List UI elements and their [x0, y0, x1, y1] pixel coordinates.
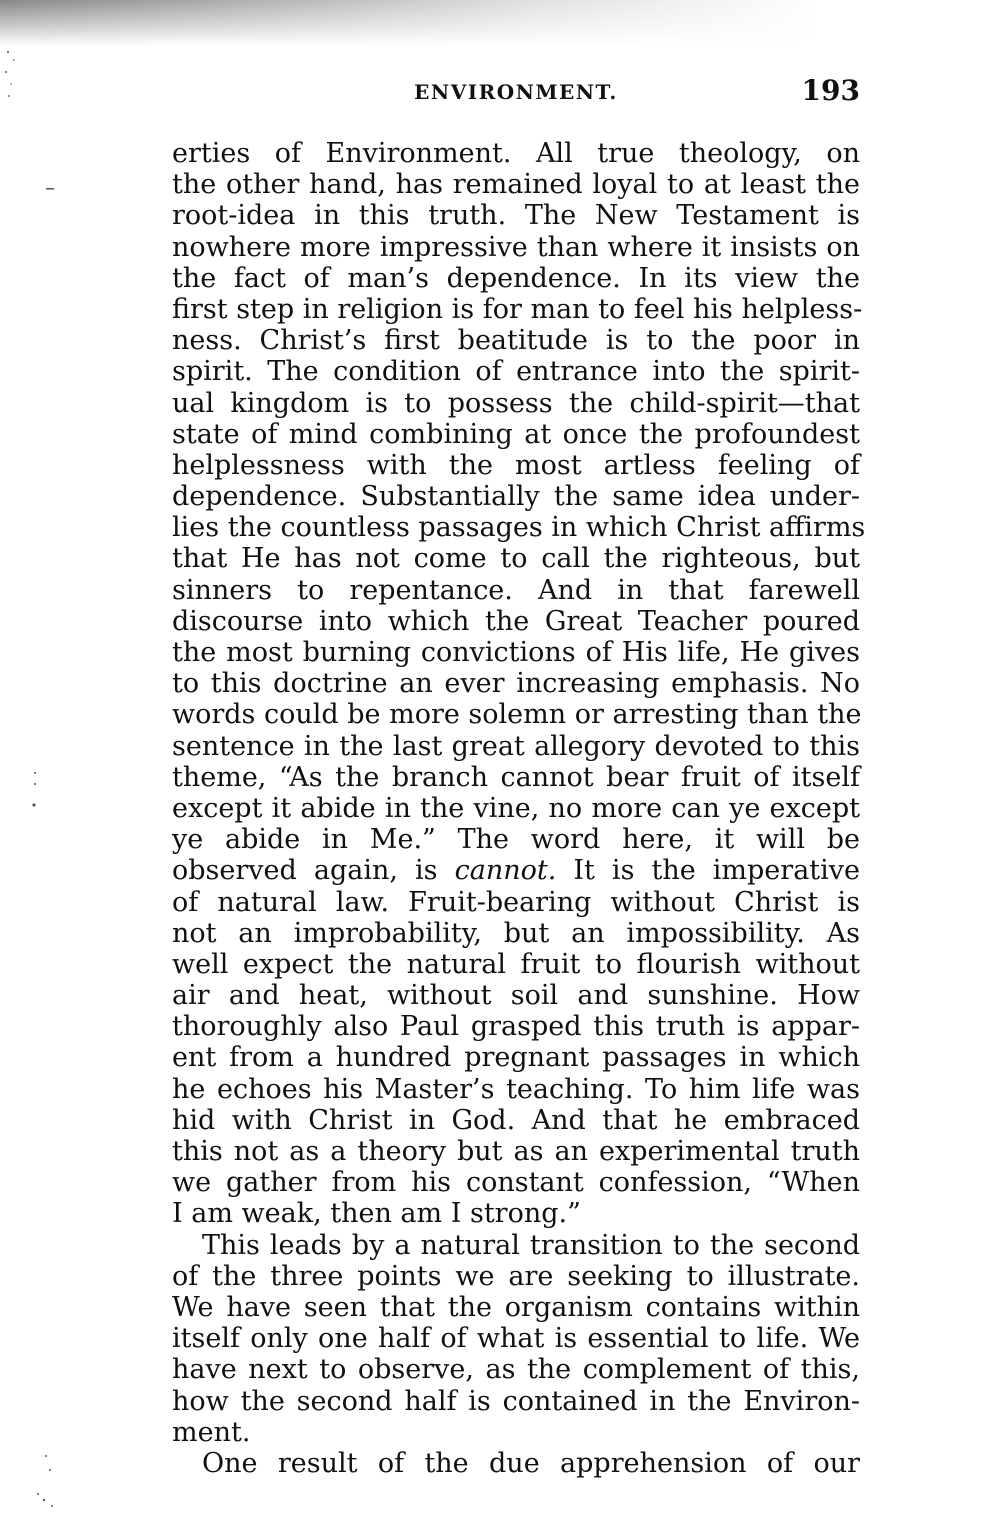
- text-line: sinners to repentance. And in that farewell: [172, 574, 860, 606]
- body-text: [172, 138, 866, 1479]
- text-line-with-italic: [172, 855, 860, 886]
- text-line: of the three points we are seeking to illustrate.: [172, 1260, 860, 1292]
- text-line: state of mind combining at once the profoundest: [172, 418, 860, 450]
- text-line: how the second half is contained in the Environ-: [172, 1385, 860, 1417]
- text-line: helplessness with the most artless feeling of: [172, 449, 860, 481]
- text-line: root-idea in this truth. The New Testament is: [172, 200, 860, 232]
- text-line: theme, “As the branch cannot bear fruit of itself: [172, 761, 860, 793]
- text-line: thoroughly also Paul grasped this truth is appar-: [172, 1011, 860, 1043]
- text-line: he echoes his Master’s teaching. To him life was: [172, 1073, 860, 1105]
- text-line: hid with Christ in God. And that he embraced: [172, 1104, 860, 1136]
- text-line: We have seen that the organism contains within: [172, 1291, 860, 1323]
- text-line: the most burning convictions of His life, He gives: [172, 637, 860, 668]
- text-line: spirit. The condition of entrance into the spirit-: [172, 356, 860, 388]
- text-line: well expect the natural fruit to flourish without: [172, 948, 860, 980]
- paragraph-start-line: One result of the due apprehension of our: [202, 1447, 860, 1479]
- running-head: ENVIRONMENT.: [414, 80, 618, 104]
- text-line: this not as a theory but as an experimental truth: [172, 1136, 860, 1167]
- text-line: air and heat, without soil and sunshine. How: [172, 980, 860, 1012]
- italic-word: cannot.: [454, 855, 557, 887]
- text-line: dependence. Substantially the same idea under-: [172, 481, 860, 513]
- text-line: discourse into which the Great Teacher poured: [172, 605, 860, 637]
- text-line: the other hand, has remained loyal to at least the: [172, 169, 860, 201]
- text-line: nowhere more impressive than where it insists on: [172, 231, 860, 263]
- paragraph-end-line: ment.: [172, 1416, 251, 1448]
- text-line: ness. Christ’s first beatitude is to the poor in: [172, 325, 860, 357]
- text-line: except it abide in the vine, no more can ye except: [172, 792, 860, 824]
- text-line: to this doctrine an ever increasing emphasis. No: [172, 668, 860, 700]
- page-header: [172, 74, 860, 110]
- text-line: the fact of man’s dependence. In its view the: [172, 262, 860, 294]
- text-line: not an improbability, but an impossibility. As: [172, 917, 860, 949]
- text-line: itself only one half of what is essential to life. We: [172, 1323, 860, 1355]
- text-line: lies the countless passages in which Christ affirms: [172, 512, 866, 544]
- text-line: words could be more solemn or arresting than the: [172, 699, 862, 731]
- text-line: ent from a hundred pregnant passages in which: [172, 1042, 860, 1074]
- text-line: we gather from his constant confession, “When: [172, 1167, 860, 1199]
- text-line: ual kingdom is to possess the child-spirit—that: [172, 387, 860, 419]
- paragraph-start-line: This leads by a natural transition to the second: [202, 1229, 860, 1261]
- page-number: 193: [801, 74, 860, 107]
- text-line: that He has not come to call the righteous, but: [172, 543, 860, 575]
- paragraph-end-line: I am weak, then am I strong.”: [172, 1198, 581, 1230]
- text-line: ye abide in Me.” The word here, it will be: [172, 824, 860, 856]
- scan-specks: [0, 0, 60, 1523]
- text-line: first step in religion is for man to feel his helpless-: [172, 293, 863, 325]
- text-line: have next to observe, as the complement of this,: [172, 1354, 860, 1386]
- text-line: sentence in the last great allegory devoted to this: [172, 730, 860, 762]
- scan-edge-shadow: [0, 0, 820, 46]
- text-line: of natural law. Fruit-bearing without Christ is: [172, 886, 860, 918]
- text-line: erties of Environment. All true theology, on: [172, 138, 860, 169]
- text-run: It is the imperative: [556, 855, 861, 887]
- text-run: observed again, is: [172, 855, 455, 887]
